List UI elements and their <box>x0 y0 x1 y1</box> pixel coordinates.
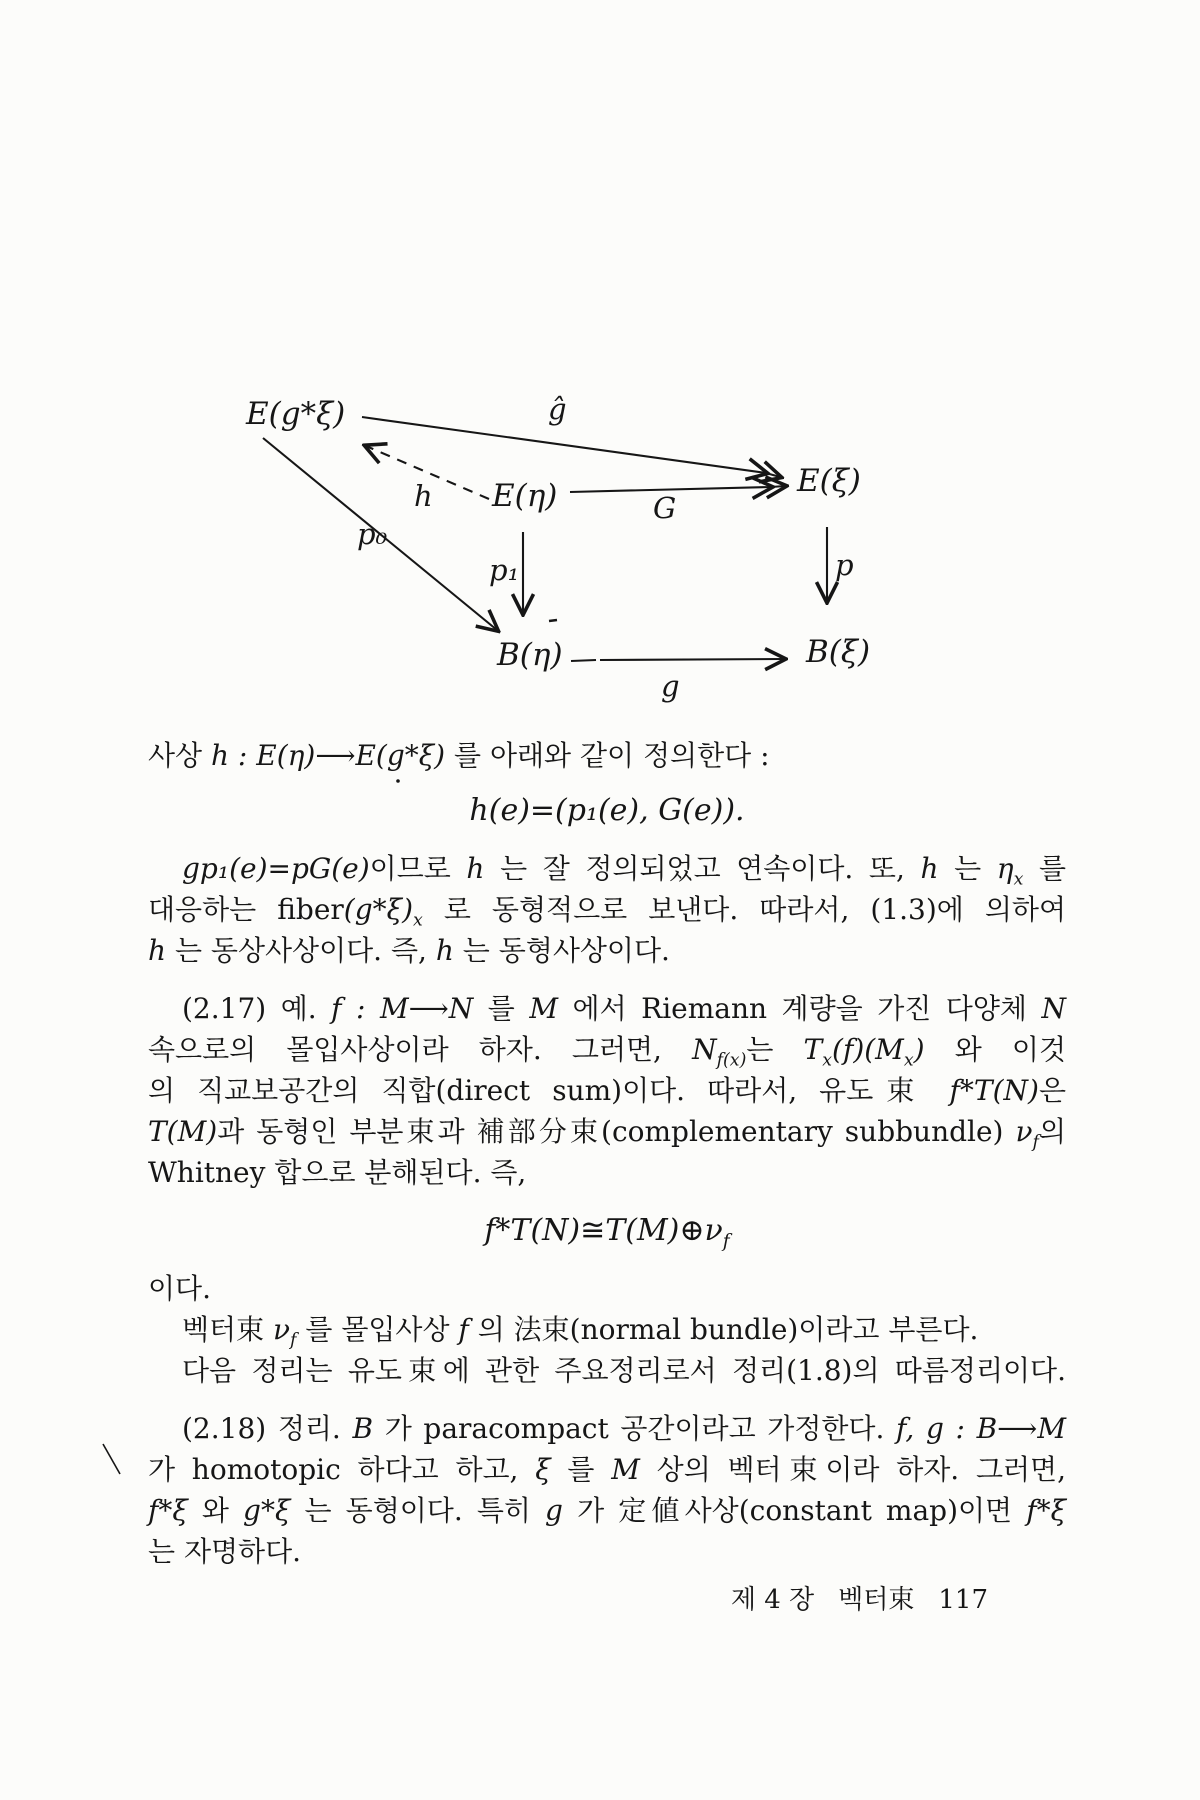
text-line: 사상 h : E(η)⟶E(g*ξ) 를 아래와 같이 정의한다 : <box>148 739 770 772</box>
text-line: 는 자명하다. <box>148 1535 302 1568</box>
diagram-node-B-eta: B(η) <box>497 637 563 673</box>
text-line: 의 직교보공간의 직합(direct sum)이다. 따라서, 유도束 f*T(N)은 <box>148 1074 1066 1107</box>
display-equation: $f*T(N)≅T(M)\oplus\nu_f$ <box>484 1213 730 1252</box>
text-line: (2.17) 예. f : M⟶N 를 M 에서 Riemann 계량을 가진 다양체 N <box>182 992 1066 1025</box>
diagram-edge-label-p1: p₁ <box>489 553 520 587</box>
diagram-edge-label-h: h <box>414 479 433 513</box>
footer-chapter: 제 4 장 <box>730 1585 815 1615</box>
text-line: 벡터束 $\nu_f$ 를 몰입사상 f 의 法束(normal bundle)이라고 부른다. <box>182 1313 979 1351</box>
text-line: h 는 동상사상이다. 즉, h 는 동형사상이다. <box>148 934 670 967</box>
text-line: f*ξ 와 g*ξ 는 동형이다. 특히 g 가 定値사상(constant map)이면 f*ξ <box>148 1494 1066 1527</box>
text-line: gp₁(e)=pG(e)이므로 h 는 잘 정의되었고 연속이다. 또, h 는 $\eta_x$ 를 <box>182 852 1067 890</box>
arrow-g-lead-dash <box>571 660 596 661</box>
text-line: T(M)과 동형인 부분束과 補部分束(complementary subbundle) $\nu_f$의 <box>148 1115 1066 1153</box>
diagram-edge-label-p0: p₀ <box>357 517 388 551</box>
diagram-node-E-eta: E(η) <box>492 478 558 514</box>
text-line: 대응하는 $fiber(g*\xi)_x$ 로 동형적으로 보낸다. 따라서, (1.3)에 의하여 <box>148 893 1066 931</box>
diagram-edge-label-g: g <box>661 669 680 703</box>
text-line: 가 homotopic 하다고 하고, ξ 를 M 상의 벡터束이라 하자. 그러면, <box>148 1453 1066 1486</box>
diagram-edge-label-G: G <box>653 491 677 525</box>
text-line: Whitney 합으로 분해된다. 즉, <box>148 1156 527 1189</box>
page-footer <box>731 1585 988 1616</box>
diagram-edge-label-g-hat: ĝ <box>548 392 567 426</box>
text-line: 속으로의 몰입사상이라 하자. 그러면, $N_{f(x)}$는 $T_x(f)(M_x)$ 와 이것 <box>148 1033 1067 1071</box>
arrow-g-hat <box>362 417 780 477</box>
footer-section: 벡터束 <box>838 1585 915 1615</box>
text-line: (2.18) 정리. B 가 paracompact 공간이라고 가정한다. f, g : B⟶M <box>182 1412 1066 1445</box>
text-line: 다음 정리는 유도束에 관한 주요정리로서 정리(1.8)의 따름정리이다. <box>182 1354 1066 1387</box>
diagram-node-B-xi: B(ξ) <box>806 634 871 670</box>
diagram-edge-label-p: p <box>835 548 854 582</box>
arrow-g <box>600 659 784 660</box>
scan-speck <box>549 620 557 621</box>
diagram-node-E-xi: E(ξ) <box>797 463 861 499</box>
text-line: 이다. <box>148 1272 211 1305</box>
scan-speck <box>103 1444 120 1474</box>
footer-page-number: 117 <box>938 1585 988 1615</box>
arrow-G <box>570 486 785 492</box>
diagram-node-E-g-star-xi: E(g*ξ) <box>246 396 346 432</box>
body-text <box>148 735 1066 1572</box>
display-equation: h(e)=(p₁(e), G(e)). <box>469 793 745 828</box>
